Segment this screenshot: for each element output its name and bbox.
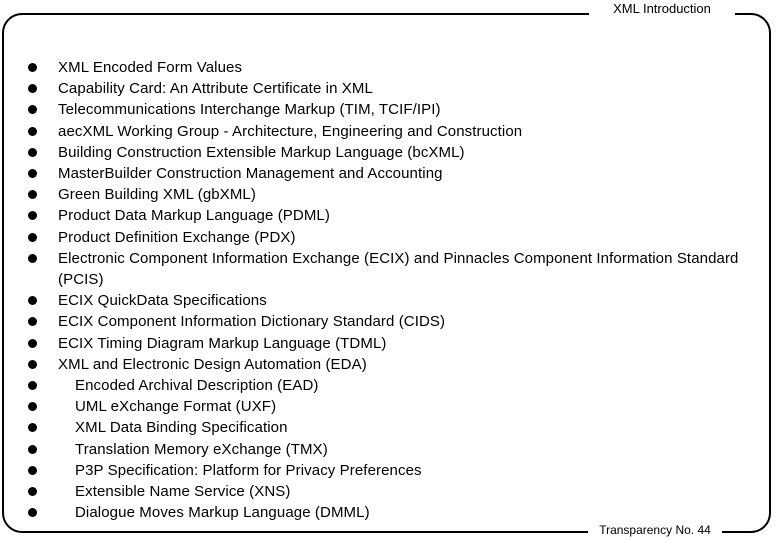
list-item xyxy=(28,354,768,375)
bullet-icon xyxy=(28,508,37,517)
list-item xyxy=(28,184,768,205)
list-item xyxy=(28,481,768,502)
list-item-text: aecXML Working Group - Architecture, Engineering and Construction xyxy=(58,122,523,140)
bullet-icon xyxy=(28,63,37,72)
list-item-text: Capability Card: An Attribute Certificate in XML xyxy=(58,80,373,98)
list-item-text: XML and Electronic Design Automation (EDA) xyxy=(58,355,367,373)
bullet-icon xyxy=(28,84,37,93)
list-item-text: Electronic Component Information Exchange (ECIX) and Pinnacles Component Information Standard (PCIS) xyxy=(58,249,739,289)
list-item-text: XML Data Binding Specification xyxy=(75,419,288,437)
transparency-number: Transparency No. 44 xyxy=(588,520,722,540)
list-item-text: Building Construction Extensible Markup Language (bcXML) xyxy=(58,143,465,161)
list-item xyxy=(28,205,768,226)
list-item-text: UML eXchange Format (UXF) xyxy=(75,398,277,416)
bullet-icon xyxy=(28,211,37,220)
bullet-icon xyxy=(28,105,37,114)
bullet-icon xyxy=(28,190,37,199)
bullet-icon xyxy=(28,466,37,475)
list-item xyxy=(28,333,768,354)
list-item xyxy=(28,311,768,332)
list-item-text: MasterBuilder Construction Management and Accounting xyxy=(58,165,443,183)
bullet-icon xyxy=(28,402,37,411)
list-item xyxy=(28,396,768,417)
bullet-icon xyxy=(28,423,37,432)
list-item-text: P3P Specification: Platform for Privacy Preferences xyxy=(75,461,422,479)
list-item xyxy=(28,248,768,290)
bullet-icon xyxy=(28,360,37,369)
bullet-icon xyxy=(28,381,37,390)
bullet-icon xyxy=(28,317,37,326)
list-item-text: Extensible Name Service (XNS) xyxy=(75,483,291,501)
bullet-icon xyxy=(28,487,37,496)
list-item xyxy=(28,227,768,248)
list-item xyxy=(28,78,768,99)
bullet-icon xyxy=(28,233,37,242)
list-item xyxy=(28,121,768,142)
bullet-icon xyxy=(28,169,37,178)
list-item-text: Encoded Archival Description (EAD) xyxy=(75,377,319,395)
bullet-icon xyxy=(28,148,37,157)
list-item xyxy=(28,460,768,481)
bullet-icon xyxy=(28,254,37,263)
list-item xyxy=(28,99,768,120)
list-item-text: Telecommunications Interchange Markup (TIM, TCIF/IPI) xyxy=(58,101,441,119)
list-item-text: Product Definition Exchange (PDX) xyxy=(58,228,296,246)
list-item-text: Translation Memory eXchange (TMX) xyxy=(75,440,328,458)
bullet-list xyxy=(28,57,768,523)
list-item xyxy=(28,375,768,396)
list-item-text: Dialogue Moves Markup Language (DMML) xyxy=(75,504,370,522)
list-item-text: ECIX QuickData Specifications xyxy=(58,292,267,310)
header-title: XML Introduction xyxy=(589,0,735,22)
bullet-icon xyxy=(28,445,37,454)
list-item xyxy=(28,417,768,438)
list-item xyxy=(28,439,768,460)
list-item-text: Green Building XML (gbXML) xyxy=(58,186,256,204)
list-item-text: Product Data Markup Language (PDML) xyxy=(58,207,330,225)
list-item xyxy=(28,57,768,78)
list-item xyxy=(28,142,768,163)
list-item xyxy=(28,290,768,311)
bullet-icon xyxy=(28,339,37,348)
list-item-text: ECIX Timing Diagram Markup Language (TDML) xyxy=(58,334,387,352)
bullet-icon xyxy=(28,127,37,136)
list-item-text: ECIX Component Information Dictionary Standard (CIDS) xyxy=(58,313,446,331)
list-item xyxy=(28,163,768,184)
list-item-text: XML Encoded Form Values xyxy=(58,59,243,76)
bullet-icon xyxy=(28,296,37,305)
